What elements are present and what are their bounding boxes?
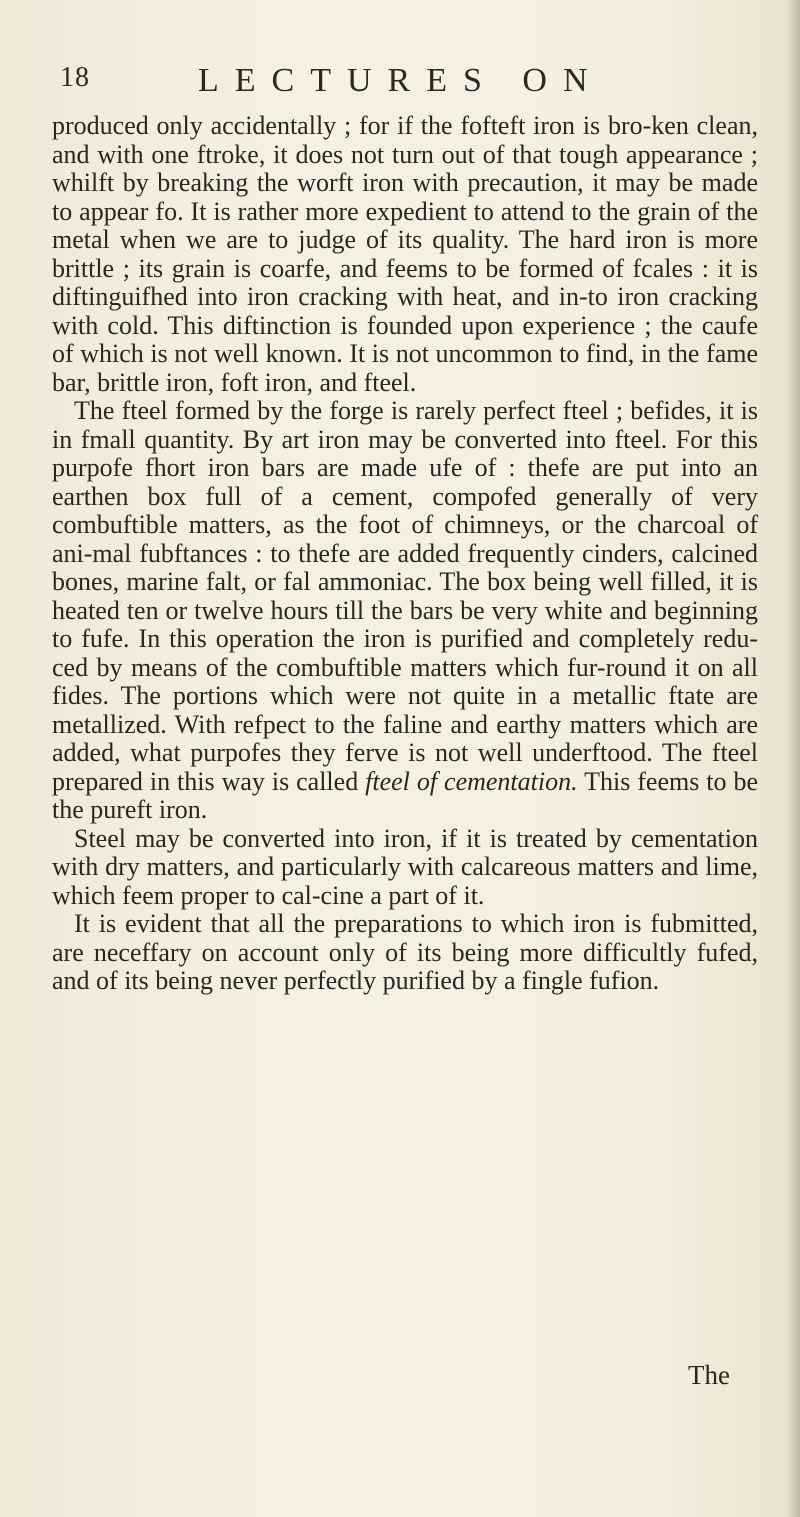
page-number: 18 xyxy=(60,62,90,93)
paragraph-2-text-end: This feems to be the pureft iron. xyxy=(52,766,759,824)
paragraph-1-text: produced only accidentally ; for if the fofteft iron is bro-ken clean, and with one ftroke, it does not turn out of that tough appearance ; whilft by breaking the worft iron with precaution, it may be made to appear fo. It is rather more expedient to attend to the grain of the metal when we are to judge of its quality. The hard iron is more brittle ; its grain is coarfe, and feems to be formed of fcales : it is diftinguifhed into iron cracking with heat, and in-to iron cracking with cold. This diftinction is founded upon experience ; the caufe of which is not well known. It is not uncommon to find, in the fame bar, brittle iron, foft iron, and fteel. xyxy=(52,111,758,397)
paragraph-4 xyxy=(52,910,758,996)
paragraph-2-text: The fteel formed by the forge is rarely perfect fteel ; befides, it is in fmall quantity. By art iron may be converted into fteel. For this purpofe fhort iron bars are made ufe of : thefe are put into an earthen box full of a cement, compofed generally of very combuftible matters, as the foot of chimneys, or the charcoal of ani-mal fubftances : to thefe are added frequently cinders, calcined bones, marine falt, or fal ammoniac. The box being well filled, it is heated ten or twelve hours till the bars be very white and beginning to fufe. In this operation the iron is purified and completely redu-ced by means of the combuftible matters which fur-round it on all fides. The portions which were not quite in a metallic ftate are metallized. With refpect to the faline and earthy matters which are added, what purpofes they ferve is not well underftood. The fteel prepared in this way is called xyxy=(52,396,758,796)
catchword: The xyxy=(688,1360,730,1390)
page-edge-shadow xyxy=(786,0,800,1517)
paragraph-3 xyxy=(52,825,758,911)
paragraph-4-text: It is evident that all the preparations to which iron is fubmitted, are neceffary on account only of its being more difficultly fufed, and of its being never perfectly purified by a fingle fufion. xyxy=(52,909,758,995)
page-header xyxy=(60,62,760,102)
paragraph-1 xyxy=(52,112,758,397)
body-text xyxy=(52,112,758,996)
running-head: LECTURES ON xyxy=(198,62,604,99)
paragraph-3-text: Steel may be converted into iron, if it is treated by cementation with dry matters, and particularly with calcareous matters and lime, which feem proper to cal-cine a part of it. xyxy=(52,823,758,910)
paragraph-2-italic: fteel of cementation. xyxy=(365,766,578,796)
paragraph-2 xyxy=(52,397,758,825)
